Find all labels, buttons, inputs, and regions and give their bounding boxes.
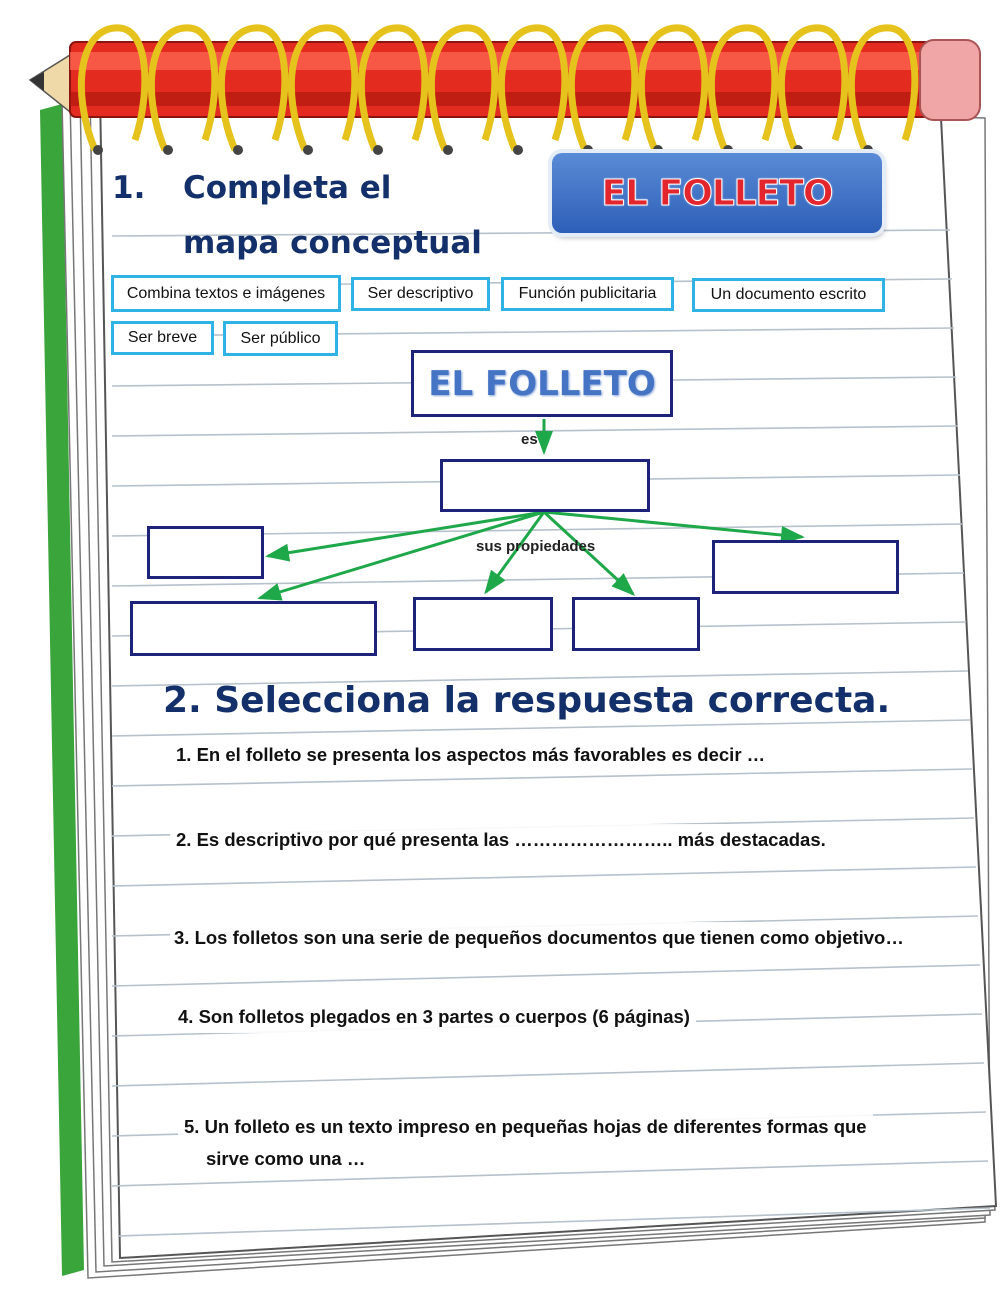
- question-3[interactable]: 3. Los folletos son una serie de pequeños documentos que tienen como objetivo…: [170, 922, 908, 954]
- section1-number: 1.: [112, 170, 146, 206]
- drop-box-property-4[interactable]: [413, 597, 553, 651]
- question-2[interactable]: 2. Es descriptivo por qué presenta las …………………….. más destacadas.: [170, 824, 832, 856]
- question-4[interactable]: 4. Son folletos plegados en 3 partes o cuerpos (6 páginas): [172, 1001, 696, 1033]
- section1-heading-line2: mapa conceptual: [183, 225, 482, 261]
- link-label-properties: sus propiedades: [476, 538, 596, 555]
- word-chip-documento[interactable]: Un documento escrito: [692, 278, 885, 312]
- concept-map-root-text: EL FOLLETO: [428, 363, 656, 404]
- drop-box-definition[interactable]: [440, 459, 650, 512]
- word-chip-combina[interactable]: Combina textos e imágenes: [111, 275, 341, 312]
- question-5-continued: sirve como una …: [200, 1143, 371, 1175]
- drop-box-property-2[interactable]: [712, 540, 899, 594]
- drop-box-property-5[interactable]: [572, 597, 700, 651]
- drop-box-property-3[interactable]: [130, 601, 377, 656]
- word-chip-publico[interactable]: Ser público: [223, 321, 338, 356]
- word-chip-descriptivo[interactable]: Ser descriptivo: [351, 277, 490, 311]
- word-chip-breve[interactable]: Ser breve: [111, 321, 214, 355]
- concept-map-root: [411, 350, 673, 417]
- link-label-es: es: [521, 431, 538, 448]
- question-1[interactable]: 1. En el folleto se presenta los aspectos más favorables es decir …: [170, 739, 771, 771]
- question-5[interactable]: 5. Un folleto es un texto impreso en pequeñas hojas de diferentes formas que: [178, 1111, 873, 1143]
- title-badge-text: EL FOLLETO: [601, 172, 833, 214]
- word-chip-publicitaria[interactable]: Función publicitaria: [501, 277, 674, 311]
- section2-heading: 2. Selecciona la respuesta correcta.: [163, 680, 891, 721]
- drop-box-property-1[interactable]: [147, 526, 264, 579]
- section1-heading-line1: Completa el: [183, 170, 392, 206]
- title-badge: [552, 153, 882, 233]
